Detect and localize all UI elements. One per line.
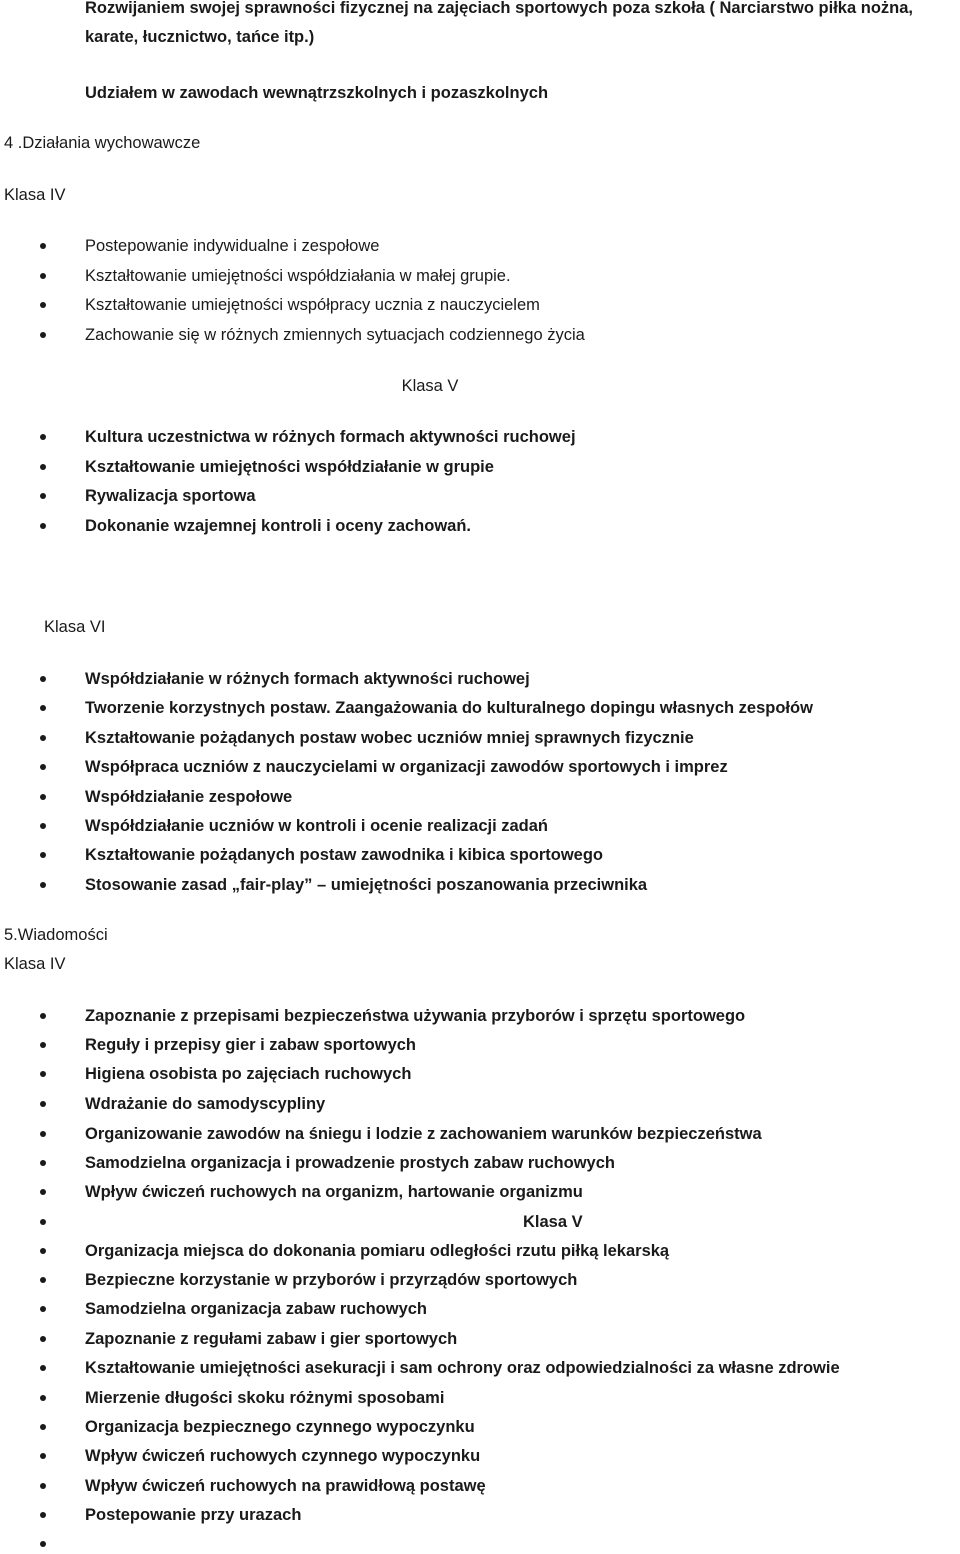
list-item bbox=[0, 845, 960, 865]
list-item bbox=[0, 875, 960, 895]
list-item-text: Kształtowanie umiejętności współpracy ucznia z nauczycielem bbox=[85, 296, 540, 314]
list-item bbox=[0, 1476, 960, 1496]
list-item bbox=[0, 1270, 960, 1290]
bullet-icon bbox=[40, 493, 46, 499]
list-item bbox=[0, 236, 960, 256]
list-item-text: Kształtowanie umiejętności współdziałania w małej grupie. bbox=[85, 267, 511, 285]
list-item-text: Rywalizacja sportowa bbox=[85, 487, 256, 505]
list-item bbox=[0, 1094, 960, 1114]
list-item-text: Mierzenie długości skoku różnymi sposobami bbox=[85, 1389, 445, 1407]
list-item-text: Stosowanie zasad „fair-play” – umiejętności poszanowania przeciwnika bbox=[85, 876, 648, 894]
bullet-icon bbox=[40, 1189, 46, 1195]
bullet-icon bbox=[40, 1013, 46, 1019]
list-item bbox=[0, 1035, 960, 1055]
list-item bbox=[0, 1241, 960, 1261]
bullet-icon bbox=[40, 243, 46, 249]
bullet-icon bbox=[40, 523, 46, 529]
list-item-text: Dokonanie wzajemnej kontroli i oceny zachowań. bbox=[85, 517, 472, 535]
bullet-icon bbox=[40, 1365, 46, 1371]
bullet-icon bbox=[40, 1160, 46, 1166]
list-item-text: Współdziałanie zespołowe bbox=[85, 788, 293, 806]
list-item bbox=[0, 728, 960, 748]
list-item bbox=[0, 266, 960, 286]
list-item-text: Higiena osobista po zajęciach ruchowych bbox=[85, 1065, 412, 1083]
list-item bbox=[0, 516, 960, 536]
list-item bbox=[0, 1388, 960, 1408]
bullet-icon bbox=[40, 1306, 46, 1312]
list-item bbox=[0, 698, 960, 718]
section-5-heading: 5.Wiadomości bbox=[4, 926, 108, 944]
list-item-text: Samodzielna organizacja i prowadzenie prostych zabaw ruchowych bbox=[85, 1154, 615, 1172]
list-item-text: Organizacja miejsca do dokonania pomiaru odległości rzutu piłką lekarską bbox=[85, 1242, 670, 1260]
list-item bbox=[0, 1446, 960, 1466]
list-item-text: Reguły i przepisy gier i zabaw sportowych bbox=[85, 1036, 416, 1054]
list-item bbox=[0, 325, 960, 345]
list-item bbox=[0, 757, 960, 777]
list-item-text: Zapoznanie z regułami zabaw i gier sportowych bbox=[85, 1330, 458, 1348]
list-item-text: Współdziałanie uczniów w kontroli i ocenie realizacji zadań bbox=[85, 817, 549, 835]
section-4-klasa-iv-title: Klasa IV bbox=[4, 186, 66, 204]
section-4-heading: 4 .Działania wychowawcze bbox=[4, 134, 201, 152]
list-item bbox=[0, 1358, 960, 1378]
bullet-icon bbox=[40, 1101, 46, 1107]
list-item bbox=[0, 1153, 960, 1173]
list-item-text: Kształtowanie umiejętności asekuracji i sam ochrony oraz odpowiedzialności za własne zdrowie bbox=[85, 1359, 840, 1377]
list-item-text: Organizowanie zawodów na śniegu i lodzie z zachowaniem warunków bezpieczeństwa bbox=[85, 1125, 762, 1143]
list-item-heading bbox=[0, 1212, 960, 1232]
bullet-icon bbox=[40, 464, 46, 470]
bullet-icon bbox=[40, 735, 46, 741]
bullet-icon bbox=[40, 332, 46, 338]
bullet-icon bbox=[40, 794, 46, 800]
bullet-icon bbox=[40, 1512, 46, 1518]
bullet-icon bbox=[40, 1248, 46, 1254]
bullet-icon bbox=[40, 1071, 46, 1077]
bullet-icon bbox=[40, 1424, 46, 1430]
bullet-icon bbox=[40, 1336, 46, 1342]
bullet-icon bbox=[40, 823, 46, 829]
list-item bbox=[0, 1299, 960, 1319]
list-item-text: Postepowanie indywidualne i zespołowe bbox=[85, 237, 380, 255]
list-item-text: Zapoznanie z przepisami bezpieczeństwa używania przyborów i sprzętu sportowego bbox=[85, 1007, 746, 1025]
bullet-icon bbox=[40, 676, 46, 682]
list-item bbox=[0, 486, 960, 506]
bullet-icon bbox=[40, 1131, 46, 1137]
bullet-icon bbox=[40, 1395, 46, 1401]
section-4-klasa-v-title: Klasa V bbox=[401, 377, 459, 395]
list-item bbox=[0, 1417, 960, 1437]
bullet-icon bbox=[40, 1042, 46, 1048]
bullet-icon bbox=[40, 1541, 46, 1547]
list-item bbox=[0, 816, 960, 836]
list-item bbox=[0, 1006, 960, 1026]
list-item bbox=[0, 669, 960, 689]
list-item-text: Kształtowanie pożądanych postaw zawodnika i kibica sportowego bbox=[85, 846, 604, 864]
list-item-text: Kształtowanie umiejętności współdziałanie w grupie bbox=[85, 458, 494, 476]
list-item-text: Wpływ ćwiczeń ruchowych na prawidłową postawę bbox=[85, 1477, 486, 1495]
list-item-text: Samodzielna organizacja zabaw ruchowych bbox=[85, 1300, 428, 1318]
list-item-text: Kształtowanie pożądanych postaw wobec uczniów mniej sprawnych fizycznie bbox=[85, 729, 694, 747]
list-item-text: Współdziałanie w różnych formach aktywności ruchowej bbox=[85, 670, 530, 688]
bullet-icon bbox=[40, 764, 46, 770]
list-item-empty bbox=[0, 1534, 960, 1554]
list-item bbox=[0, 1329, 960, 1349]
list-item bbox=[0, 1182, 960, 1202]
bullet-icon bbox=[40, 1219, 46, 1225]
list-item bbox=[0, 457, 960, 477]
list-item-text: Wpływ ćwiczeń ruchowych na organizm, hartowanie organizmu bbox=[85, 1183, 583, 1201]
bullet-icon bbox=[40, 1277, 46, 1283]
list-item bbox=[0, 1124, 960, 1144]
list-item bbox=[0, 1064, 960, 1084]
list-item-text: Zachowanie się w różnych zmiennych sytuacjach codziennego życia bbox=[85, 326, 585, 344]
list-item-text: Bezpieczne korzystanie w przyborów i przyrządów sportowych bbox=[85, 1271, 578, 1289]
intro-line-2: karate, łucznictwo, tańce itp.) bbox=[85, 28, 315, 46]
section-5-klasa-iv-title: Klasa IV bbox=[4, 955, 66, 973]
list-item-text: Organizacja bezpiecznego czynnego wypoczynku bbox=[85, 1418, 475, 1436]
bullet-icon bbox=[40, 1453, 46, 1459]
list-item-text: Wdrażanie do samodyscypliny bbox=[85, 1095, 326, 1113]
intro-line-3: Udziałem w zawodach wewnątrzszkolnych i pozaszkolnych bbox=[85, 84, 549, 102]
bullet-icon bbox=[40, 882, 46, 888]
bullet-icon bbox=[40, 705, 46, 711]
bullet-icon bbox=[40, 852, 46, 858]
intro-line-1: Rozwijaniem swojej sprawności fizycznej na zajęciach sportowych poza szkoła ( Narciarstwo piłka nożna, bbox=[85, 0, 913, 17]
bullet-icon bbox=[40, 434, 46, 440]
list-item-text: Postepowanie przy urazach bbox=[85, 1506, 302, 1524]
list-item-text: Wpływ ćwiczeń ruchowych czynnego wypoczynku bbox=[85, 1447, 481, 1465]
list-item bbox=[0, 295, 960, 315]
list-item-text: Kultura uczestnictwa w różnych formach aktywności ruchowej bbox=[85, 428, 576, 446]
list-item-text: Tworzenie korzystnych postaw. Zaangażowania do kulturalnego dopingu własnych zespołów bbox=[85, 699, 813, 717]
bullet-icon bbox=[40, 302, 46, 308]
bullet-icon bbox=[40, 1483, 46, 1489]
list-item bbox=[0, 787, 960, 807]
bullet-icon bbox=[40, 273, 46, 279]
list-item-text: Współpraca uczniów z nauczycielami w organizacji zawodów sportowych i imprez bbox=[85, 758, 728, 776]
section-4-klasa-vi-title: Klasa VI bbox=[44, 618, 106, 636]
list-item bbox=[0, 1505, 960, 1525]
list-item bbox=[0, 427, 960, 447]
section-5-klasa-v-title: Klasa V bbox=[523, 1213, 583, 1231]
